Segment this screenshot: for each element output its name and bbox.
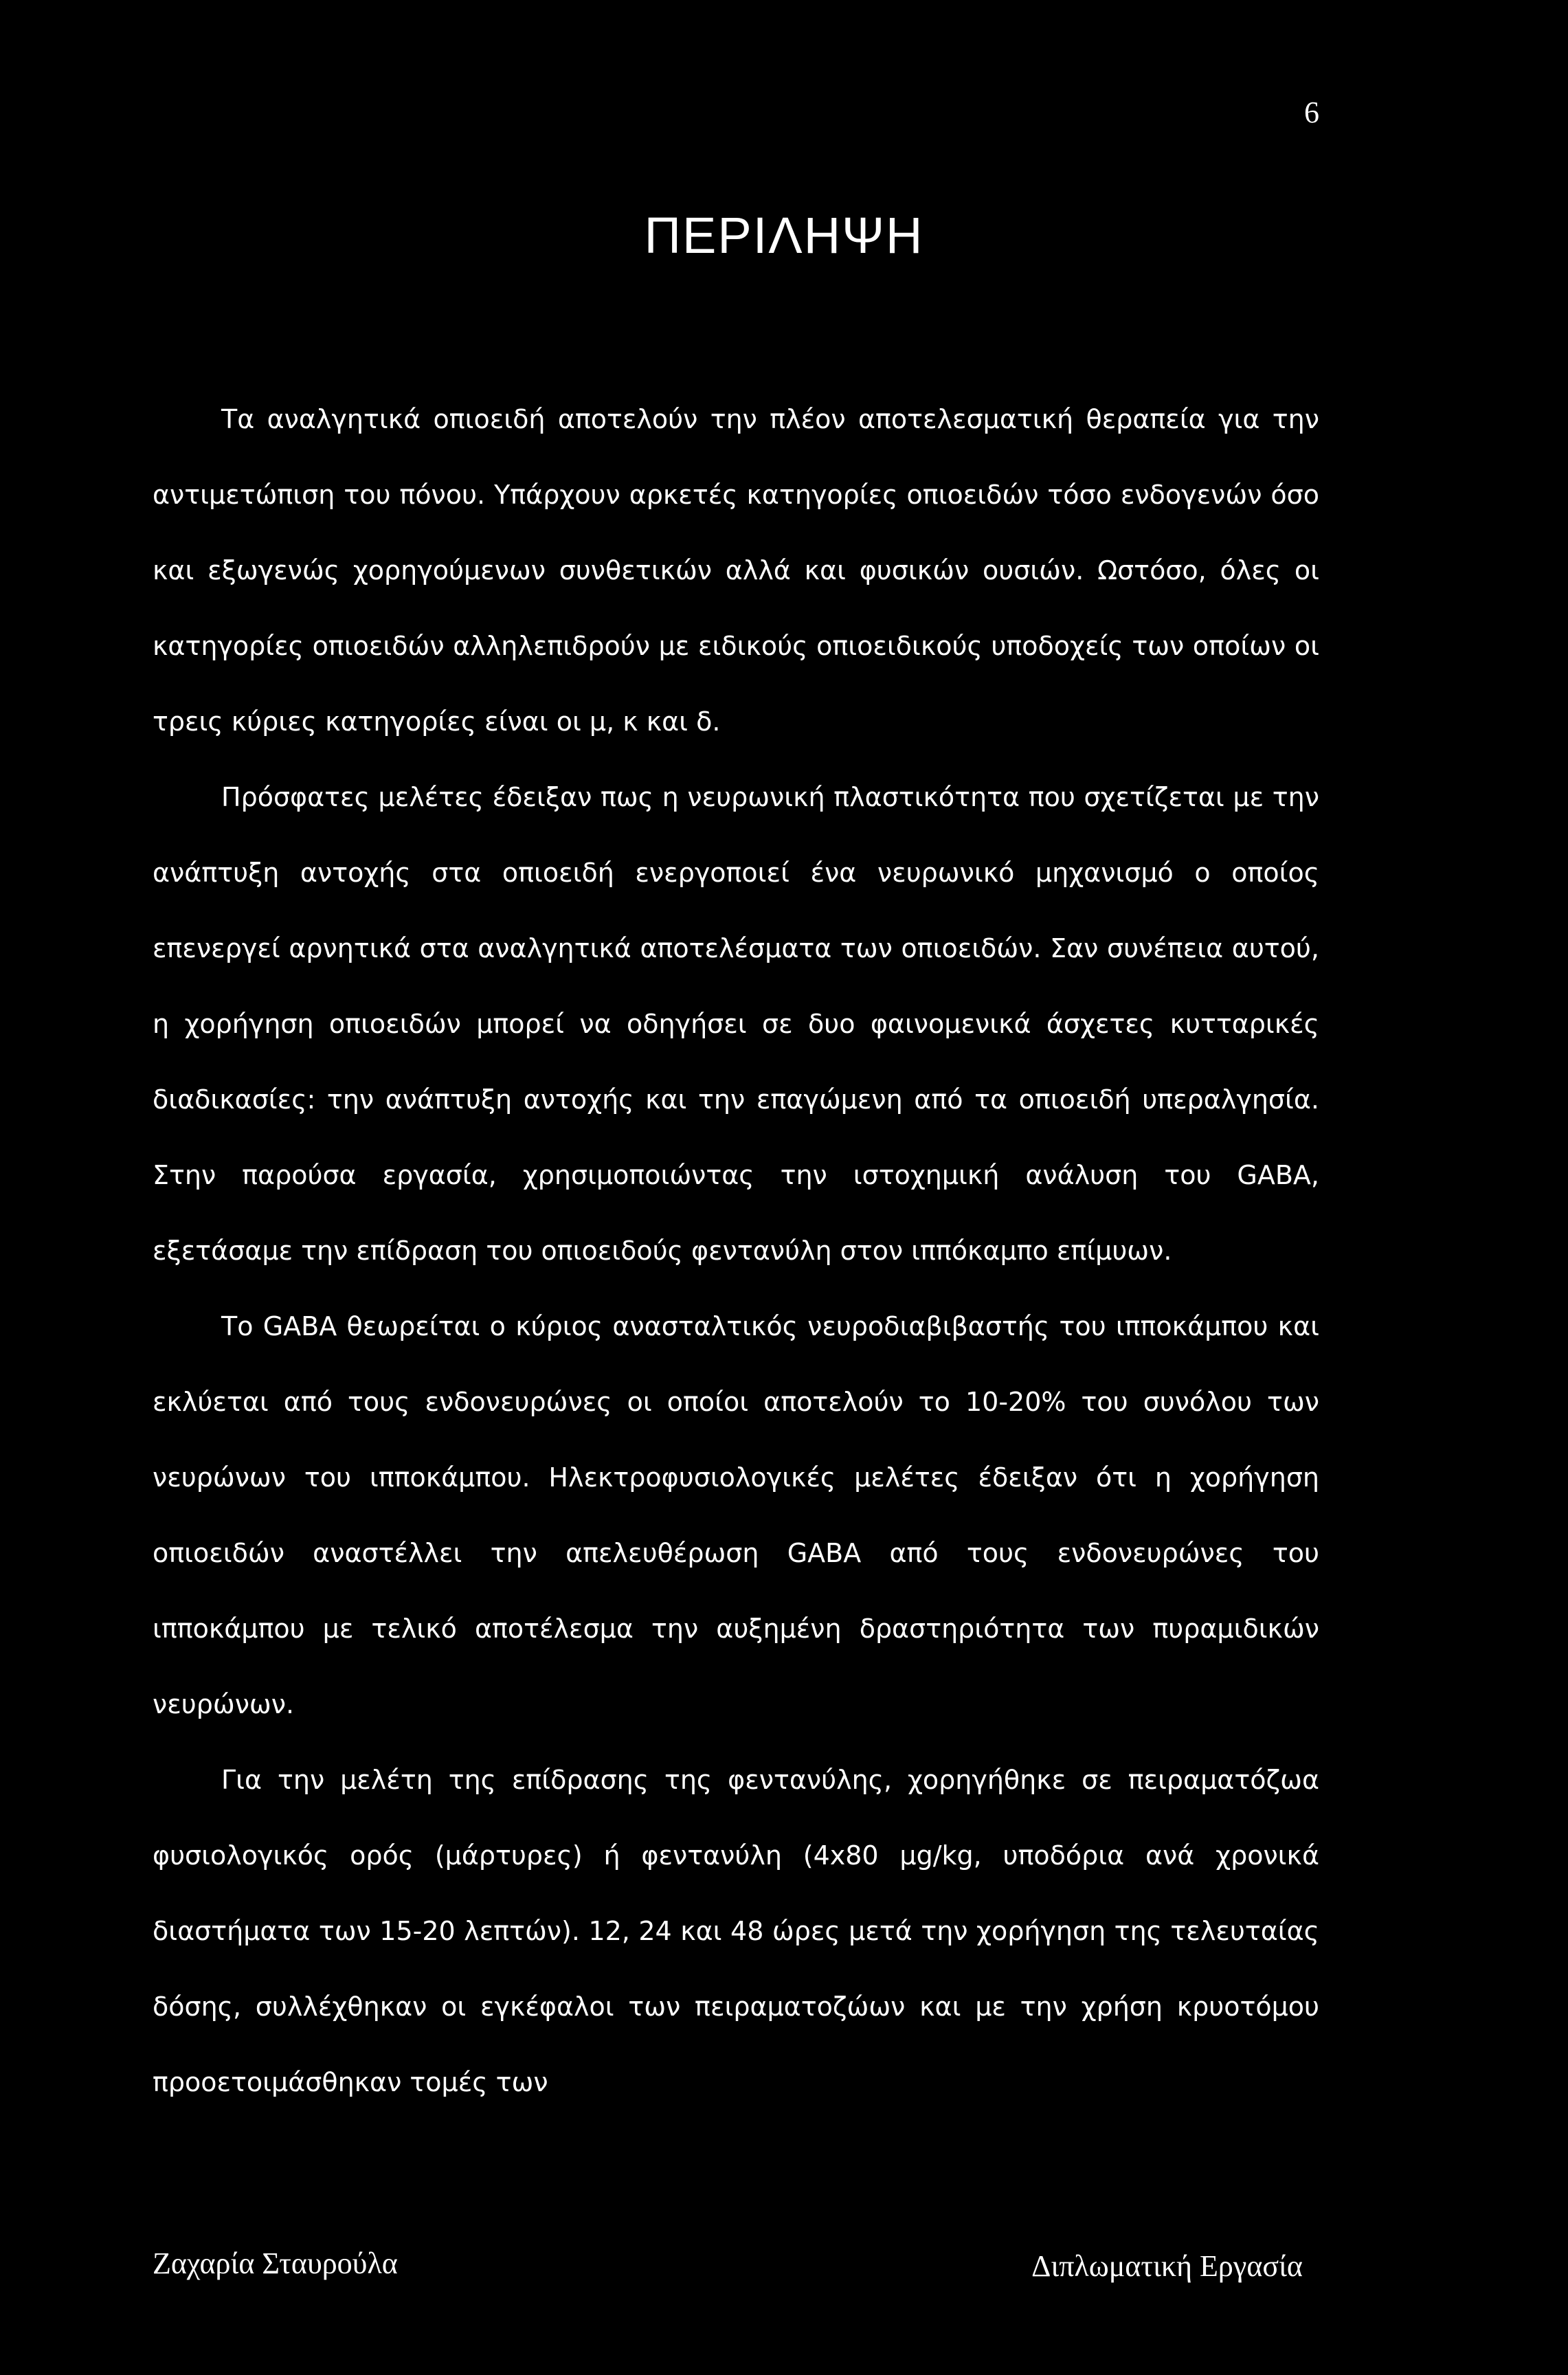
- paragraph: Για την μελέτη της επίδρασης της φεντανύλης, χορηγήθηκε σε πειραματόζωα φυσιολογικός ορός (μάρτυρες) ή φεντανύλη (4x80 μg/kg, υποδόρια ανά χρονικά διαστήματα των 15-20 λεπτών). 12, 24 και 48 ώρες μετά την χορήγηση της τελευταίας δόσης, συλλέχθηκαν οι εγκέφαλοι των πειραματοζώων και με την χρήση κρυοτόμου προοετοιμάσθηκαν τομές των: [153, 1765, 1319, 2097]
- footer-document-type: Διπλωματική Εργασία: [1031, 2249, 1303, 2283]
- page-number: 6: [1304, 96, 1319, 129]
- page-title: ΠΕΡΙΛΗΨΗ: [644, 207, 924, 264]
- paragraph: Το GABA θεωρείται ο κύριος ανασταλτικός νευροδιαβιβαστής του ιπποκάμπου και εκλύεται από τους ενδονευρώνες οι οποίοι αποτελούν το 10-20% του συνόλου των νευρώνων του ιπποκάμπου. Ηλεκτροφυσιολογικές μελέτες έδειξαν ότι η χορήγηση οπιοειδών αναστέλλει την απελευθέρωση GABA από τους ενδονευρώνες του ιπποκάμπου με τελικό αποτέλεσμα την αυξημένη δραστηριότητα των πυραμιδικών νευρώνων.: [153, 1311, 1319, 1719]
- footer-author: Ζαχαρία Σταυρούλα: [153, 2246, 398, 2280]
- paragraph: Πρόσφατες μελέτες έδειξαν πως η νευρωνική πλαστικότητα που σχετίζεται με την ανάπτυξη αντοχής στα οπιοειδή ενεργοποιεί ένα νευρωνικό μηχανισμό ο οποίος επενεργεί αρνητικά στα αναλγητικά αποτελέσματα των οπιοειδών. Σαν συνέπεια αυτού, η χορήγηση οπιοειδών μπορεί να οδηγήσει σε δυο φαινομενικά άσχετες κυτταρικές διαδικασίες: την ανάπτυξη αντοχής και την επαγώμενη από τα οπιοειδή υπεραλγησία. Στην παρούσα εργασία, χρησιμοποιώντας την ιστοχημική ανάλυση του GABA, εξετάσαμε την επίδραση του οπιοειδούς φεντανύλη στον ιππόκαμπο επίμυων.: [153, 782, 1319, 1266]
- paragraph: Τα αναλγητικά οπιοειδή αποτελούν την πλέον αποτελεσματική θεραπεία για την αντιμετώπιση του πόνου. Υπάρχουν αρκετές κατηγορίες οπιοειδών τόσο ενδογενών όσο και εξωγενώς χορηγούμενων συνθετικών αλλά και φυσικών ουσιών. Ωστόσο, όλες οι κατηγορίες οπιοειδών αλληλεπιδρούν με ειδικούς οπιοειδικούς υποδοχείς των οποίων οι τρεις κύριες κατηγορίες είναι οι μ, κ και δ.: [153, 404, 1319, 737]
- abstract-body: [153, 381, 1319, 2120]
